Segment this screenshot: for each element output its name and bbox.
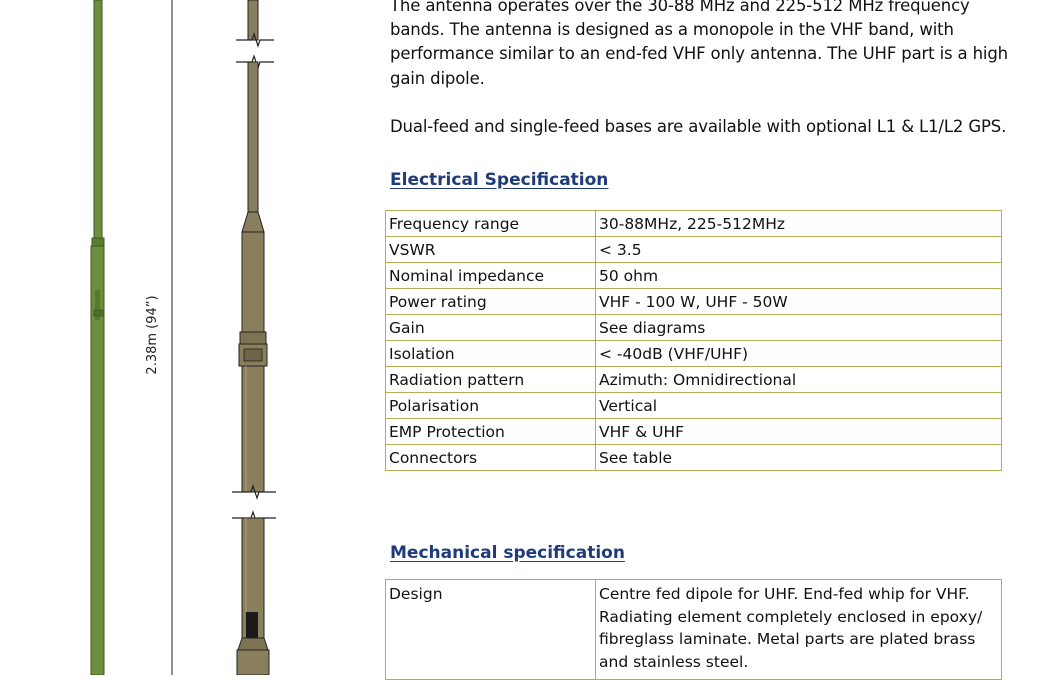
spec-label: Radiation pattern <box>386 367 596 393</box>
spec-label: Gain <box>386 315 596 341</box>
spec-value: See table <box>596 445 1002 471</box>
spec-value: 50 ohm <box>596 263 1002 289</box>
table-row <box>386 211 1002 237</box>
electrical-spec-title: Electrical Specification <box>390 170 609 190</box>
antenna-drawing <box>0 0 380 675</box>
spec-value: See diagrams <box>596 315 1002 341</box>
table-row <box>386 263 1002 289</box>
dimension-line <box>145 0 172 675</box>
mast-lower-section <box>232 512 276 675</box>
table-row <box>386 393 1002 419</box>
intro-paragraph-1: The antenna operates over the 30-88 MHz and 225-512 MHz frequency bands. The antenna is designed as a monopole in the VHF band, with performance similar to an end-fed VHF only antenna. The UHF part is a high gain dipole. <box>390 0 1008 88</box>
spec-label: Power rating <box>386 289 596 315</box>
spec-label: Nominal impedance <box>386 263 596 289</box>
spec-value: Centre fed dipole for UHF. End-fed whip for VHF. Radiating element completely enclosed in epoxy/ fibreglass laminate. Metal parts are plated brass and stainless steel. <box>596 580 1002 680</box>
spec-value: VHF & UHF <box>596 419 1002 445</box>
table-row <box>386 315 1002 341</box>
mast-top-section <box>236 0 274 68</box>
spec-value: VHF - 100 W, UHF - 50W <box>596 289 1002 315</box>
spec-label: Design <box>386 580 596 680</box>
table-row <box>386 419 1002 445</box>
mechanical-spec-table <box>385 579 1002 680</box>
mechanical-spec-title: Mechanical specification <box>390 543 625 563</box>
spec-label: Isolation <box>386 341 596 367</box>
electrical-spec-table <box>385 210 1002 471</box>
spec-value: < 3.5 <box>596 237 1002 263</box>
table-row <box>386 289 1002 315</box>
spec-value: 30-88MHz, 225-512MHz <box>596 211 1002 237</box>
whip-element <box>91 0 104 675</box>
spec-label: EMP Protection <box>386 419 596 445</box>
table-row <box>386 341 1002 367</box>
spec-label: Connectors <box>386 445 596 471</box>
intro-paragraph-2: Dual-feed and single-feed bases are available with optional L1 & L1/L2 GPS. <box>390 116 1007 136</box>
table-row <box>386 580 1002 680</box>
intro-text <box>390 0 1010 163</box>
table-row <box>386 237 1002 263</box>
spec-label: VSWR <box>386 237 596 263</box>
spec-value: < -40dB (VHF/UHF) <box>596 341 1002 367</box>
spec-value: Azimuth: Omnidirectional <box>596 367 1002 393</box>
table-row <box>386 445 1002 471</box>
spec-value: Vertical <box>596 393 1002 419</box>
dimension-label: 2.38m (94”) <box>145 295 160 375</box>
spec-label: Frequency range <box>386 211 596 237</box>
spec-label: Polarisation <box>386 393 596 419</box>
mast-middle-section <box>232 62 276 498</box>
table-row <box>386 367 1002 393</box>
